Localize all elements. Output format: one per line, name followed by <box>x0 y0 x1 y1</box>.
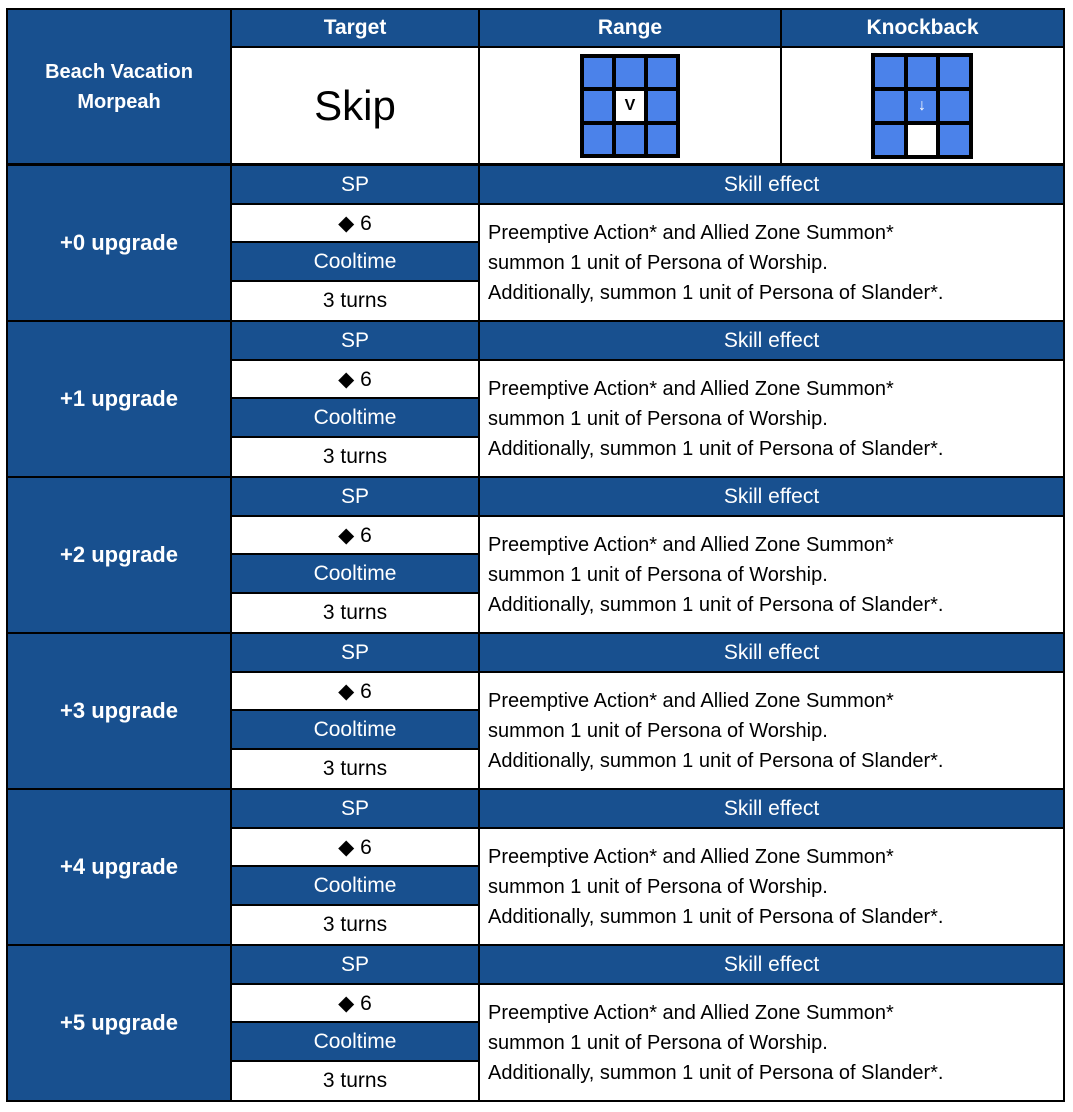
grid-tile <box>584 125 612 154</box>
grid-tile <box>648 58 676 87</box>
cooltime-value: 3 turns <box>232 906 478 944</box>
cooltime-label: Cooltime <box>232 711 478 748</box>
upgrade-level: +4 upgrade <box>8 790 230 944</box>
sp-value: ◆ 6 <box>232 517 478 553</box>
grid-tile <box>584 91 612 120</box>
sp-label: SP <box>232 946 478 983</box>
target-value: Skip <box>232 48 478 163</box>
skill-effect-lines: Preemptive Action* and Allied Zone Summon* summon 1 unit of Persona of Worship. Additionally, summon 1 unit of Persona of Slander*. <box>488 689 944 772</box>
skill-effect-text <box>480 361 1063 476</box>
grid-tile <box>616 58 644 87</box>
sp-value: ◆ 6 <box>232 985 478 1021</box>
character-name: Beach Vacation Morpeah <box>8 10 230 163</box>
skill-effect-label: Skill effect <box>480 166 1063 203</box>
cooltime-value: 3 turns <box>232 1062 478 1100</box>
skill-effect-lines: Preemptive Action* and Allied Zone Summon* summon 1 unit of Persona of Worship. Additionally, summon 1 unit of Persona of Slander*. <box>488 845 944 928</box>
upgrade-level: +0 upgrade <box>8 166 230 320</box>
sp-value: ◆ 6 <box>232 361 478 397</box>
grid-tile <box>940 125 969 155</box>
skill-effect-text <box>480 205 1063 320</box>
skill-effect-text <box>480 829 1063 944</box>
knockback-header: Knockback <box>782 10 1063 46</box>
sp-value: ◆ 6 <box>232 673 478 709</box>
skill-table <box>6 8 1065 1102</box>
sp-value: ◆ 6 <box>232 829 478 865</box>
grid-tile <box>908 57 937 87</box>
cooltime-label: Cooltime <box>232 399 478 436</box>
grid-tile <box>908 125 937 155</box>
skill-effect-text <box>480 985 1063 1100</box>
sp-label: SP <box>232 322 478 359</box>
range-cell <box>480 48 780 163</box>
grid-tile <box>875 91 904 121</box>
grid-tile <box>875 57 904 87</box>
skill-effect-label: Skill effect <box>480 634 1063 671</box>
upgrade-level: +5 upgrade <box>8 946 230 1100</box>
sp-value: ◆ 6 <box>232 205 478 241</box>
sp-label: SP <box>232 634 478 671</box>
cooltime-label: Cooltime <box>232 1023 478 1060</box>
skill-effect-text <box>480 673 1063 788</box>
sp-label: SP <box>232 166 478 203</box>
grid-tile <box>940 91 969 121</box>
grid-tile <box>875 125 904 155</box>
sp-label: SP <box>232 478 478 515</box>
upgrade-level: +3 upgrade <box>8 634 230 788</box>
skill-effect-lines: Preemptive Action* and Allied Zone Summon* summon 1 unit of Persona of Worship. Additionally, summon 1 unit of Persona of Slander*. <box>488 377 944 460</box>
cooltime-label: Cooltime <box>232 243 478 280</box>
knockback-cell <box>782 48 1063 163</box>
skill-effect-lines: Preemptive Action* and Allied Zone Summon* summon 1 unit of Persona of Worship. Additionally, summon 1 unit of Persona of Slander*. <box>488 221 944 304</box>
grid-tile <box>940 57 969 87</box>
skill-effect-label: Skill effect <box>480 478 1063 515</box>
sp-label: SP <box>232 790 478 827</box>
skill-effect-lines: Preemptive Action* and Allied Zone Summon* summon 1 unit of Persona of Worship. Additionally, summon 1 unit of Persona of Slander*. <box>488 1001 944 1084</box>
grid-tile <box>616 125 644 154</box>
grid-tile <box>584 58 612 87</box>
target-header: Target <box>232 10 478 46</box>
skill-effect-text <box>480 517 1063 632</box>
cooltime-value: 3 turns <box>232 282 478 320</box>
skill-effect-label: Skill effect <box>480 322 1063 359</box>
range-header: Range <box>480 10 780 46</box>
grid-tile <box>648 125 676 154</box>
grid-tile <box>648 91 676 120</box>
cooltime-value: 3 turns <box>232 750 478 788</box>
skill-effect-lines: Preemptive Action* and Allied Zone Summon* summon 1 unit of Persona of Worship. Additionally, summon 1 unit of Persona of Slander*. <box>488 533 944 616</box>
cooltime-value: 3 turns <box>232 594 478 632</box>
cooltime-value: 3 turns <box>232 438 478 476</box>
cooltime-label: Cooltime <box>232 867 478 904</box>
range-grid <box>580 54 680 158</box>
upgrade-level: +1 upgrade <box>8 322 230 476</box>
grid-tile: V <box>616 91 644 120</box>
skill-effect-label: Skill effect <box>480 790 1063 827</box>
cooltime-label: Cooltime <box>232 555 478 592</box>
upgrade-level: +2 upgrade <box>8 478 230 632</box>
grid-tile: ↓ <box>908 91 937 121</box>
knockback-grid <box>871 53 973 159</box>
skill-effect-label: Skill effect <box>480 946 1063 983</box>
